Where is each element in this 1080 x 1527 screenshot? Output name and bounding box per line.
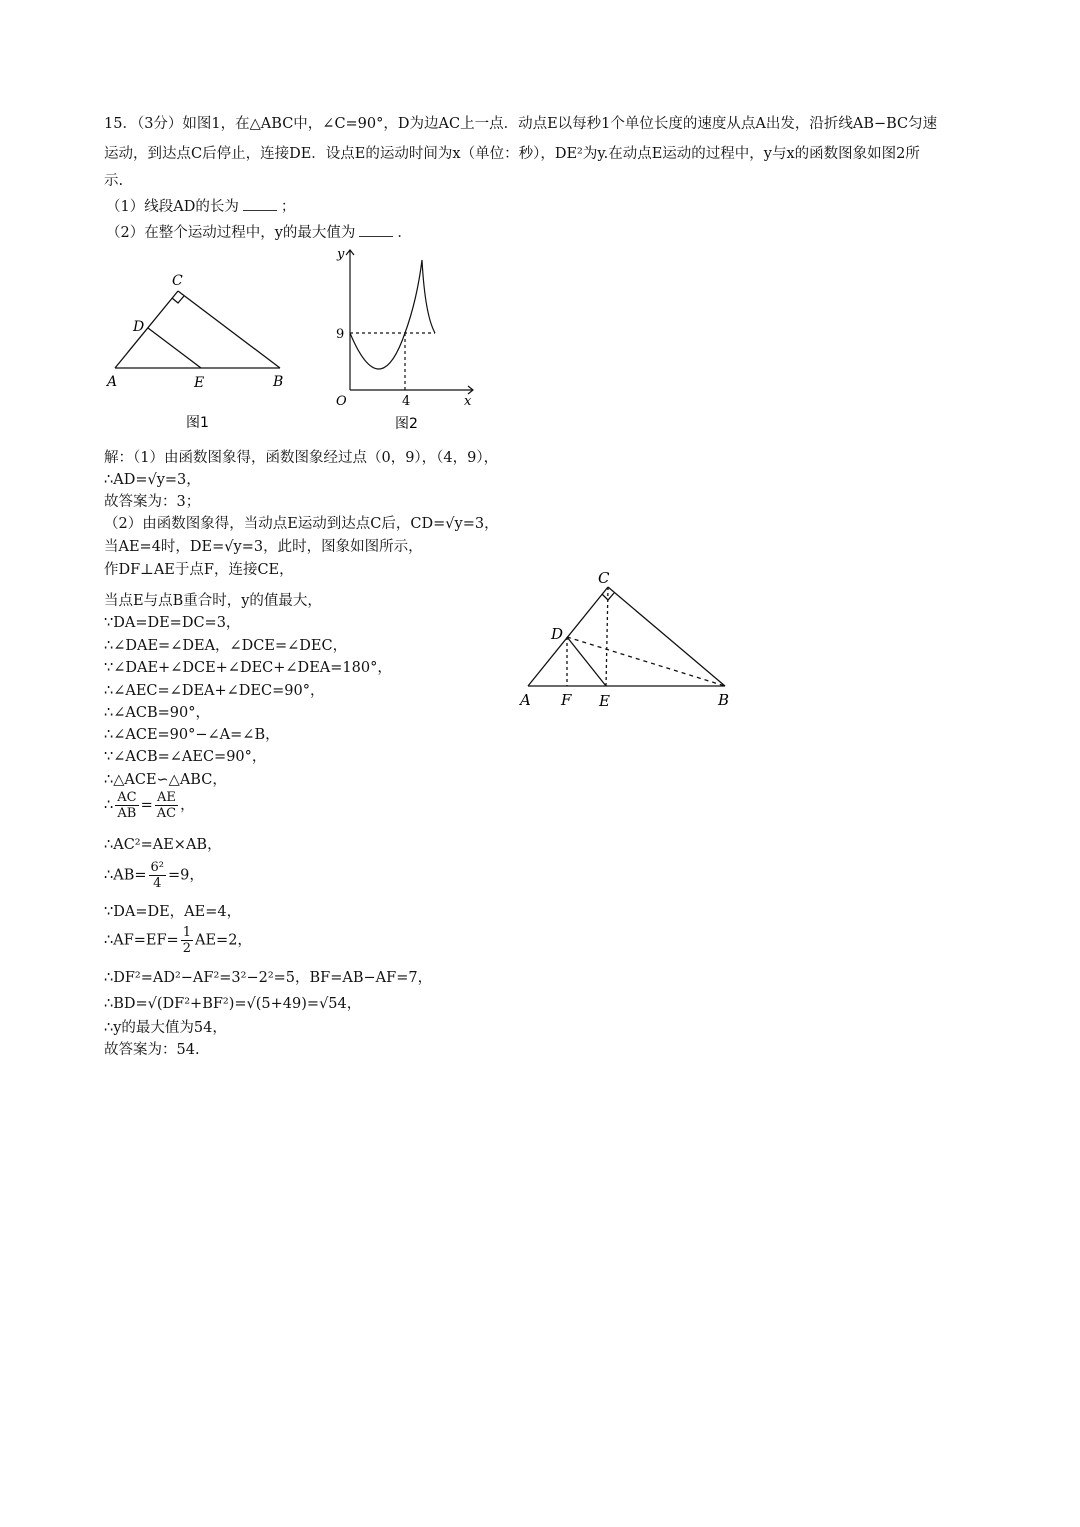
label-a: A bbox=[107, 374, 118, 390]
solution-line-22: ∴BD=√(DF²+BF²)=√(5+49)=√54， bbox=[104, 996, 362, 1012]
segment-de bbox=[148, 328, 201, 368]
question-2-text: （2）在整个运动过程中，y的最大值为 bbox=[106, 225, 356, 241]
figure-2-caption: 图2 bbox=[395, 416, 418, 432]
problem-line-1: 15．（3分）如图1，在△ABC中，∠C=90°，D为边AC上一点．动点E以每秒1个单位长度的速度从点A出发，沿折线AB−BC匀速 bbox=[104, 116, 938, 132]
solution-line-18 bbox=[104, 860, 204, 891]
solution-line-3: 故答案为：3； bbox=[104, 494, 201, 510]
solution-line-14: ∵∠ACB=∠AEC=90°， bbox=[104, 749, 267, 765]
solution-line-12: ∴∠ACB=90°， bbox=[104, 705, 210, 721]
label-e: E bbox=[599, 692, 610, 710]
s20-prefix: ∴AF=EF= bbox=[104, 932, 179, 949]
solution-line-9: ∴∠DAE=∠DEA，∠DCE=∠DEC， bbox=[104, 638, 348, 654]
fraction-denominator: AB bbox=[117, 806, 137, 821]
fraction-denominator: AC bbox=[156, 806, 177, 821]
question-1-text: （1）线段AD的长为 bbox=[106, 199, 239, 215]
figure-1 bbox=[100, 262, 300, 442]
solution-line-1: 解：（1）由函数图象得，函数图象经过点（0，9），（4，9）， bbox=[104, 450, 499, 466]
solution-line-15: ∴△ACE∽△ABC， bbox=[104, 772, 227, 788]
solution-line-8: ∵DA=DE=DC=3， bbox=[104, 615, 241, 631]
segment-cb bbox=[178, 291, 280, 368]
s18-prefix: ∴AB= bbox=[104, 867, 147, 884]
function-curve bbox=[350, 260, 435, 369]
fraction-ac-ab bbox=[115, 790, 138, 821]
solution-line-11: ∴∠AEC=∠DEA+∠DEC=90°， bbox=[104, 683, 325, 699]
solution-line-19: ∵DA=DE，AE=4， bbox=[104, 904, 242, 920]
fraction-denominator: 4 bbox=[153, 876, 162, 891]
question-1-end: ； bbox=[280, 199, 296, 215]
solution-line-16 bbox=[104, 790, 195, 821]
solution-line-4: （2）由函数图象得，当动点E运动到达点C后，CD=√y=3， bbox=[104, 516, 499, 532]
label-b: B bbox=[273, 374, 284, 390]
origin-label: O bbox=[336, 394, 347, 409]
figure-2 bbox=[325, 245, 485, 440]
segment-ce-dashed bbox=[606, 587, 608, 686]
fraction-numerator: AC bbox=[117, 790, 137, 805]
fraction-6sq-4 bbox=[149, 860, 166, 891]
fraction-denominator: 2 bbox=[182, 941, 191, 956]
fraction-numerator: 6² bbox=[150, 860, 164, 875]
fraction-1-2 bbox=[181, 925, 193, 956]
s16-equals: = bbox=[140, 797, 153, 814]
label-c: C bbox=[172, 273, 183, 289]
fraction-numerator: 1 bbox=[182, 925, 191, 940]
label-b: B bbox=[718, 691, 730, 709]
solution-line-21: ∴DF²=AD²−AF²=3²−2²=5，BF=AB−AF=7， bbox=[104, 970, 433, 986]
solution-line-20 bbox=[104, 925, 252, 956]
s18-end: =9， bbox=[168, 867, 204, 884]
fraction-numerator: AE bbox=[155, 790, 178, 806]
label-c: C bbox=[598, 569, 610, 587]
answer-blank-2[interactable] bbox=[359, 222, 393, 237]
label-d: D bbox=[551, 625, 564, 643]
tick-label-9: 9 bbox=[336, 327, 345, 342]
problem-line-3: 示. bbox=[104, 173, 124, 189]
label-e: E bbox=[194, 375, 205, 391]
segment-ac bbox=[528, 587, 608, 686]
segment-de bbox=[567, 637, 606, 686]
solution-line-24: 故答案为：54. bbox=[104, 1042, 200, 1058]
solution-line-13: ∴∠ACE=90°−∠A=∠B， bbox=[104, 727, 280, 743]
solution-line-6: 作DF⊥AE于点F，连接CE， bbox=[104, 562, 294, 578]
solution-line-7: 当点E与点B重合时，y的值最大， bbox=[104, 593, 322, 609]
s16-end: ， bbox=[180, 797, 195, 814]
tick-label-4: 4 bbox=[402, 394, 411, 409]
solution-line-10: ∵∠DAE+∠DCE+∠DEC+∠DEA=180°， bbox=[104, 660, 392, 676]
question-2 bbox=[106, 222, 412, 243]
answer-blank-1[interactable] bbox=[243, 196, 277, 211]
label-f: F bbox=[561, 691, 572, 709]
solution-line-5: 当AE=4时，DE=√y=3，此时，图象如图所示， bbox=[104, 539, 423, 555]
figure-1-caption: 图1 bbox=[186, 415, 209, 431]
segment-cb bbox=[608, 587, 725, 686]
axis-label-x: x bbox=[464, 394, 472, 409]
axis-label-y: y bbox=[337, 247, 345, 262]
problem-line-2: 运动，到达点C后停止，连接DE．设点E的运动时间为x（单位：秒），DE²为y.在动点E运动的过程中，y与x的函数图象如图2所 bbox=[104, 146, 920, 162]
segment-db-dashed bbox=[567, 637, 725, 686]
s20-end: AE=2， bbox=[194, 932, 252, 949]
solution-line-2: ∴AD=√y=3， bbox=[104, 472, 201, 488]
fraction-ae-ac bbox=[155, 790, 178, 821]
question-2-end: ． bbox=[397, 225, 412, 241]
label-a: A bbox=[520, 691, 531, 709]
question-1 bbox=[106, 196, 295, 217]
figure-3 bbox=[510, 565, 750, 715]
segment-ac bbox=[115, 291, 178, 368]
solution-line-17: ∴AC²=AE×AB， bbox=[104, 837, 222, 853]
label-d: D bbox=[133, 319, 145, 335]
s16-prefix: ∴ bbox=[104, 797, 114, 814]
solution-line-23: ∴y的最大值为54， bbox=[104, 1020, 227, 1036]
